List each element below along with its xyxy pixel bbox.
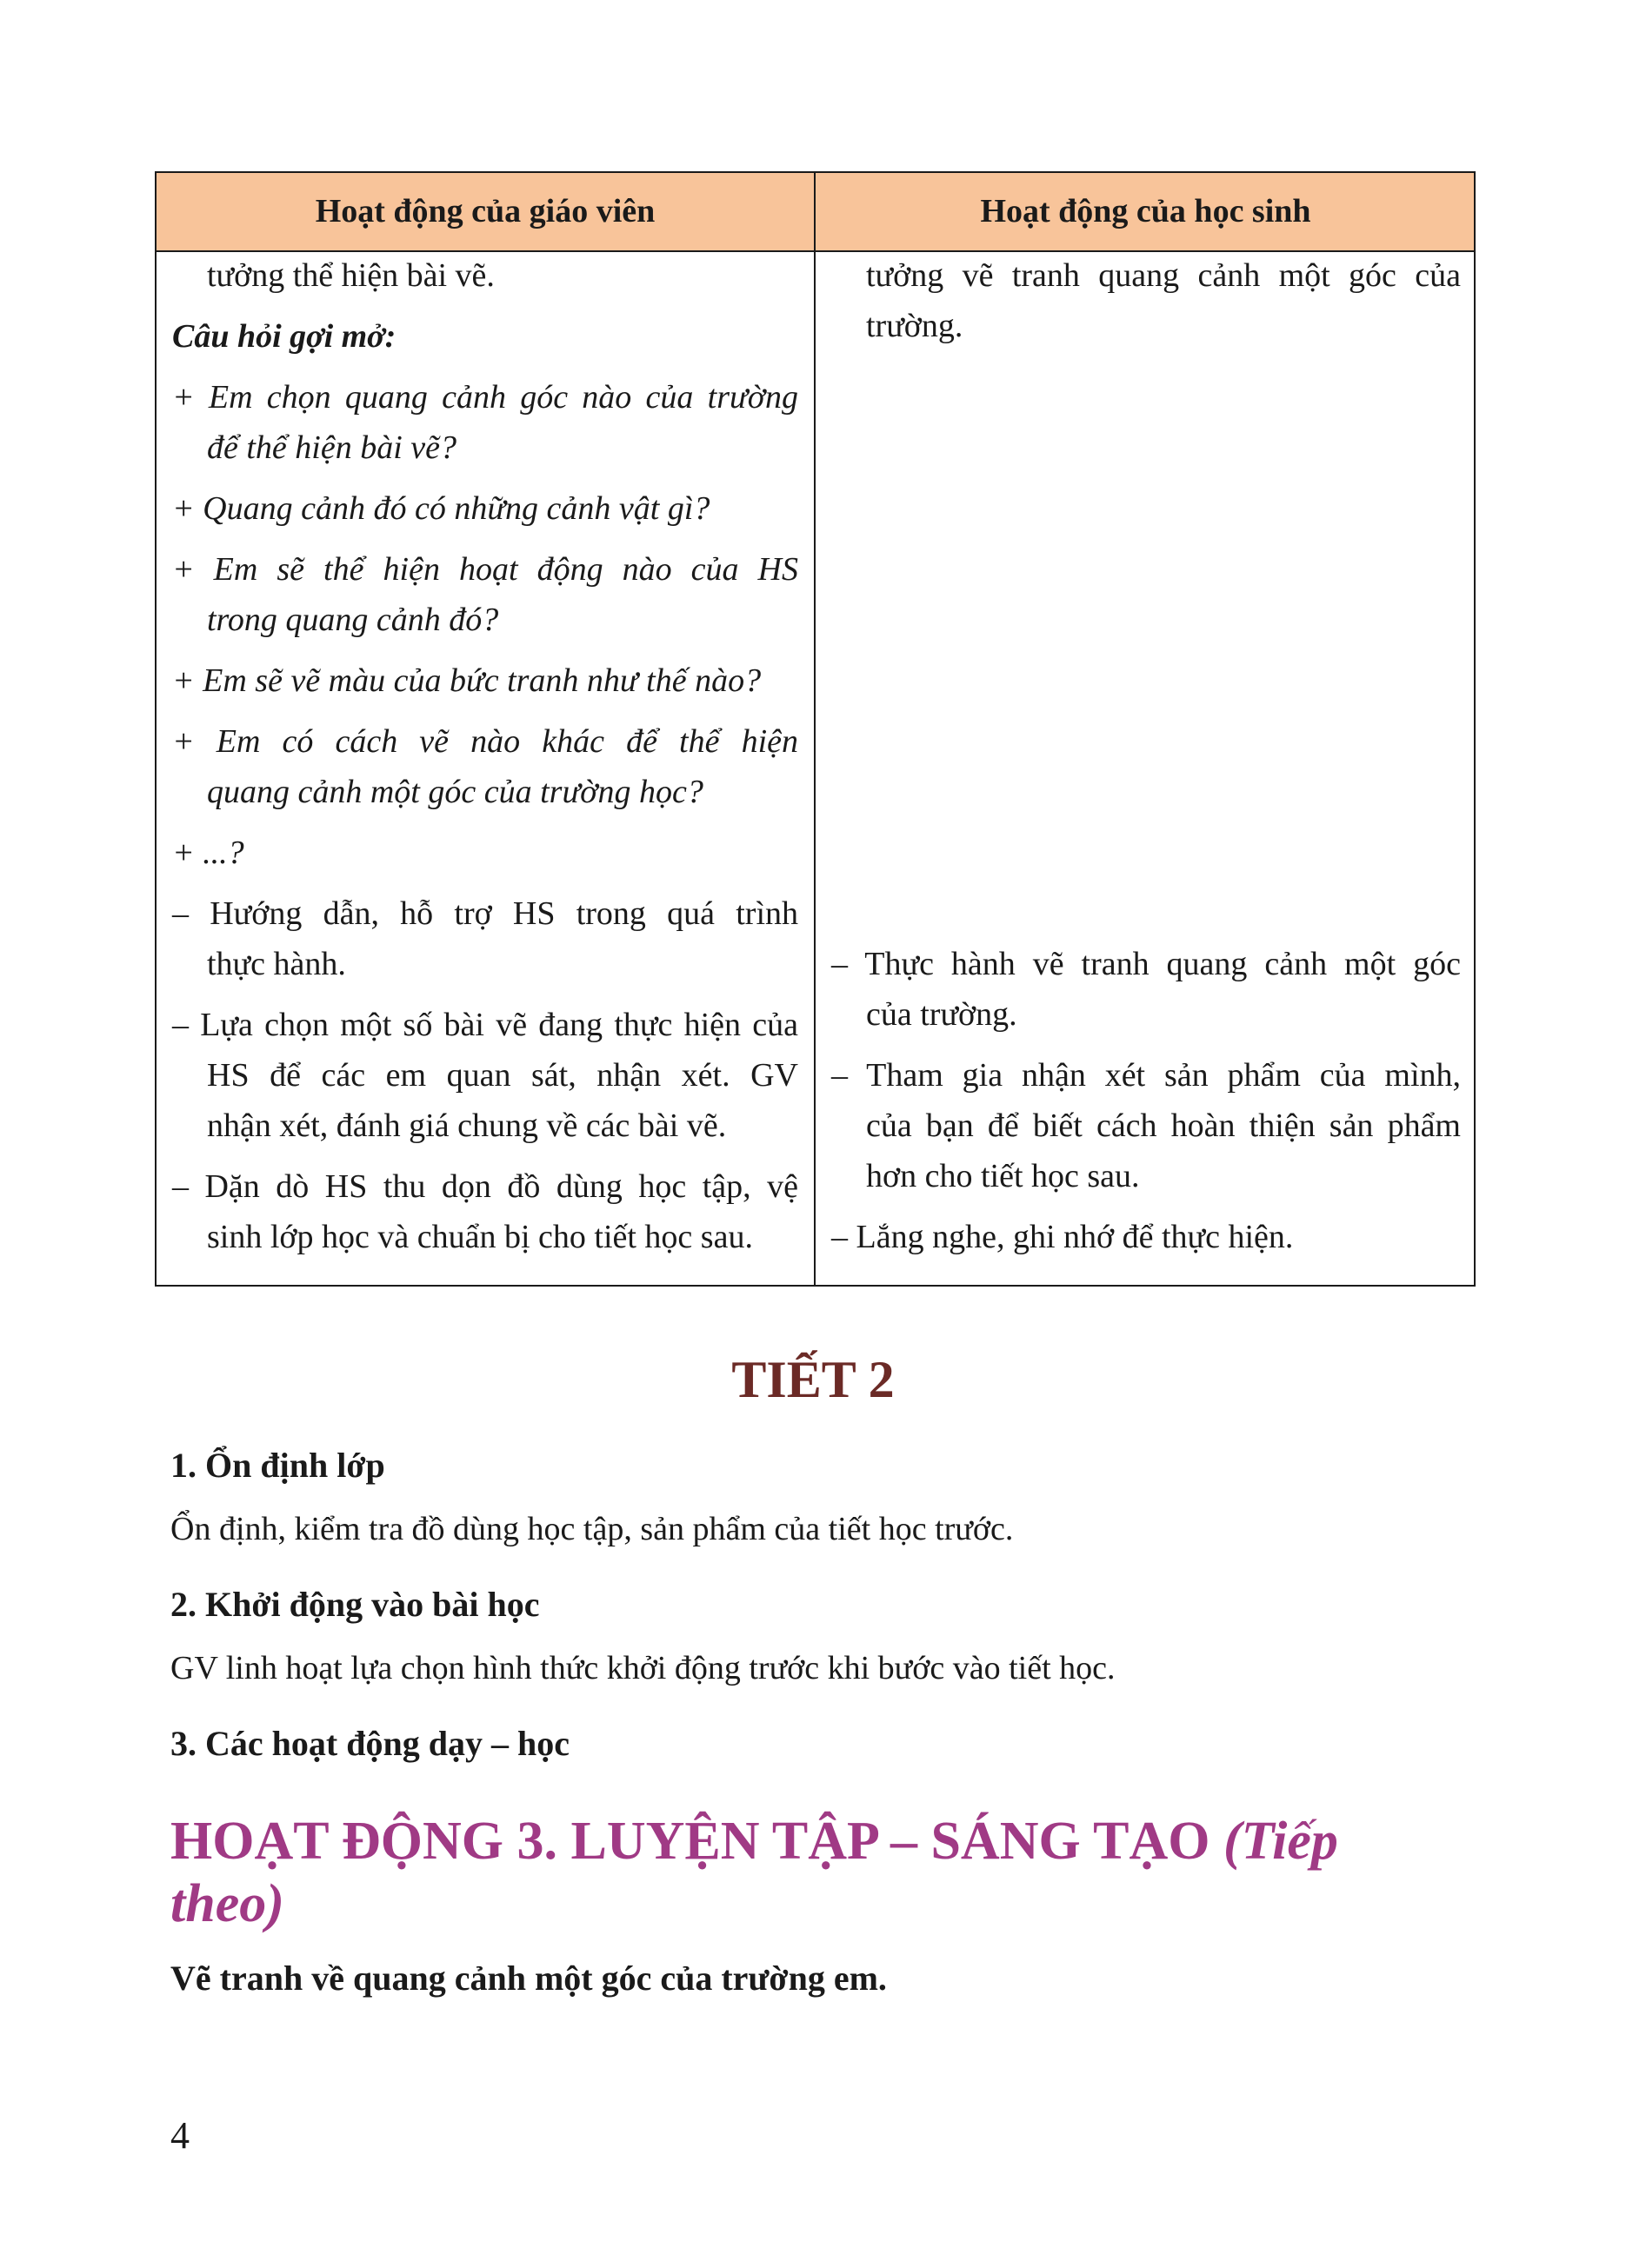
- activity-subtitle: Vẽ tranh về quang cảnh một góc của trường em.: [170, 1959, 887, 1998]
- question-1b: để thể hiện bài vẽ?: [207, 429, 457, 466]
- header-teacher: Hoạt động của giáo viên: [315, 193, 656, 229]
- activity-title-theo: theo): [170, 1874, 284, 1933]
- question-3b: trong quang cảnh đó?: [207, 602, 499, 638]
- section-1-title: 1. Ổn định lớp: [170, 1446, 385, 1485]
- question-2: + Quang cảnh đó có những cảnh vật gì?: [172, 490, 710, 527]
- activity-title-main: HOẠT ĐỘNG 3. LUYỆN TẬP – SÁNG TẠO: [170, 1812, 1223, 1871]
- student-item-3: – Lắng nghe, ghi nhớ để thực hiện.: [831, 1219, 1294, 1255]
- section-3-title: 3. Các hoạt động dạy – học: [170, 1724, 570, 1763]
- question-4: + Em sẽ vẽ màu của bức tranh như thế nào?: [172, 662, 762, 699]
- student-item-2b: của bạn để biết cách hoàn thiện sản phẩm: [866, 1107, 1461, 1144]
- student-item-2c: hơn cho tiết học sau.: [866, 1158, 1140, 1194]
- section-1-body: Ổn định, kiểm tra đồ dùng học tập, sản phẩm của tiết học trước.: [170, 1511, 1014, 1547]
- page-number: 4: [170, 2114, 190, 2157]
- teacher-item-1a: – Hướng dẫn, hỗ trợ HS trong quá trình: [172, 895, 798, 932]
- question-title: Câu hỏi gợi mở:: [172, 318, 397, 355]
- student-item-1a: – Thực hành vẽ tranh quang cảnh một góc: [831, 946, 1461, 982]
- lesson-period-title: TIẾT 2: [731, 1351, 895, 1408]
- student-cont-a: tưởng vẽ tranh quang cảnh một góc của: [866, 257, 1461, 294]
- activity-title: [170, 1810, 1338, 1872]
- teacher-item-3a: – Dặn dò HS thu dọn đồ dùng học tập, vệ: [172, 1168, 798, 1205]
- header-student: Hoạt động của học sinh: [980, 193, 1311, 229]
- question-5a: + Em có cách vẽ nào khác để thể hiện: [172, 723, 798, 760]
- teacher-item-3b: sinh lớp học và chuẩn bị cho tiết học sau.: [207, 1219, 753, 1255]
- teacher-cont: tưởng thể hiện bài vẽ.: [207, 257, 495, 294]
- student-cont-b: trường.: [866, 308, 963, 344]
- question-6: + ...?: [172, 835, 244, 871]
- student-item-2a: – Tham gia nhận xét sản phẩm của mình,: [831, 1057, 1461, 1094]
- teacher-item-1b: thực hành.: [207, 946, 346, 982]
- question-5b: quang cảnh một góc của trường học?: [207, 774, 703, 810]
- section-2-body: GV linh hoạt lựa chọn hình thức khởi động trước khi bước vào tiết học.: [170, 1650, 1116, 1686]
- activity-table: [155, 171, 1476, 1287]
- column-divider: [814, 173, 816, 1285]
- question-1a: + Em chọn quang cảnh góc nào của trường: [172, 379, 798, 416]
- teacher-item-2b: HS để các em quan sát, nhận xét. GV: [207, 1057, 798, 1094]
- teacher-item-2a: – Lựa chọn một số bài vẽ đang thực hiện của: [172, 1007, 798, 1043]
- section-2-title: 2. Khởi động vào bài học: [170, 1585, 540, 1624]
- teacher-item-2c: nhận xét, đánh giá chung về các bài vẽ.: [207, 1107, 727, 1144]
- activity-title-tiep: (Tiếp: [1223, 1812, 1338, 1871]
- question-3a: + Em sẽ thể hiện hoạt động nào của HS: [172, 551, 798, 588]
- student-item-1b: của trường.: [866, 996, 1017, 1033]
